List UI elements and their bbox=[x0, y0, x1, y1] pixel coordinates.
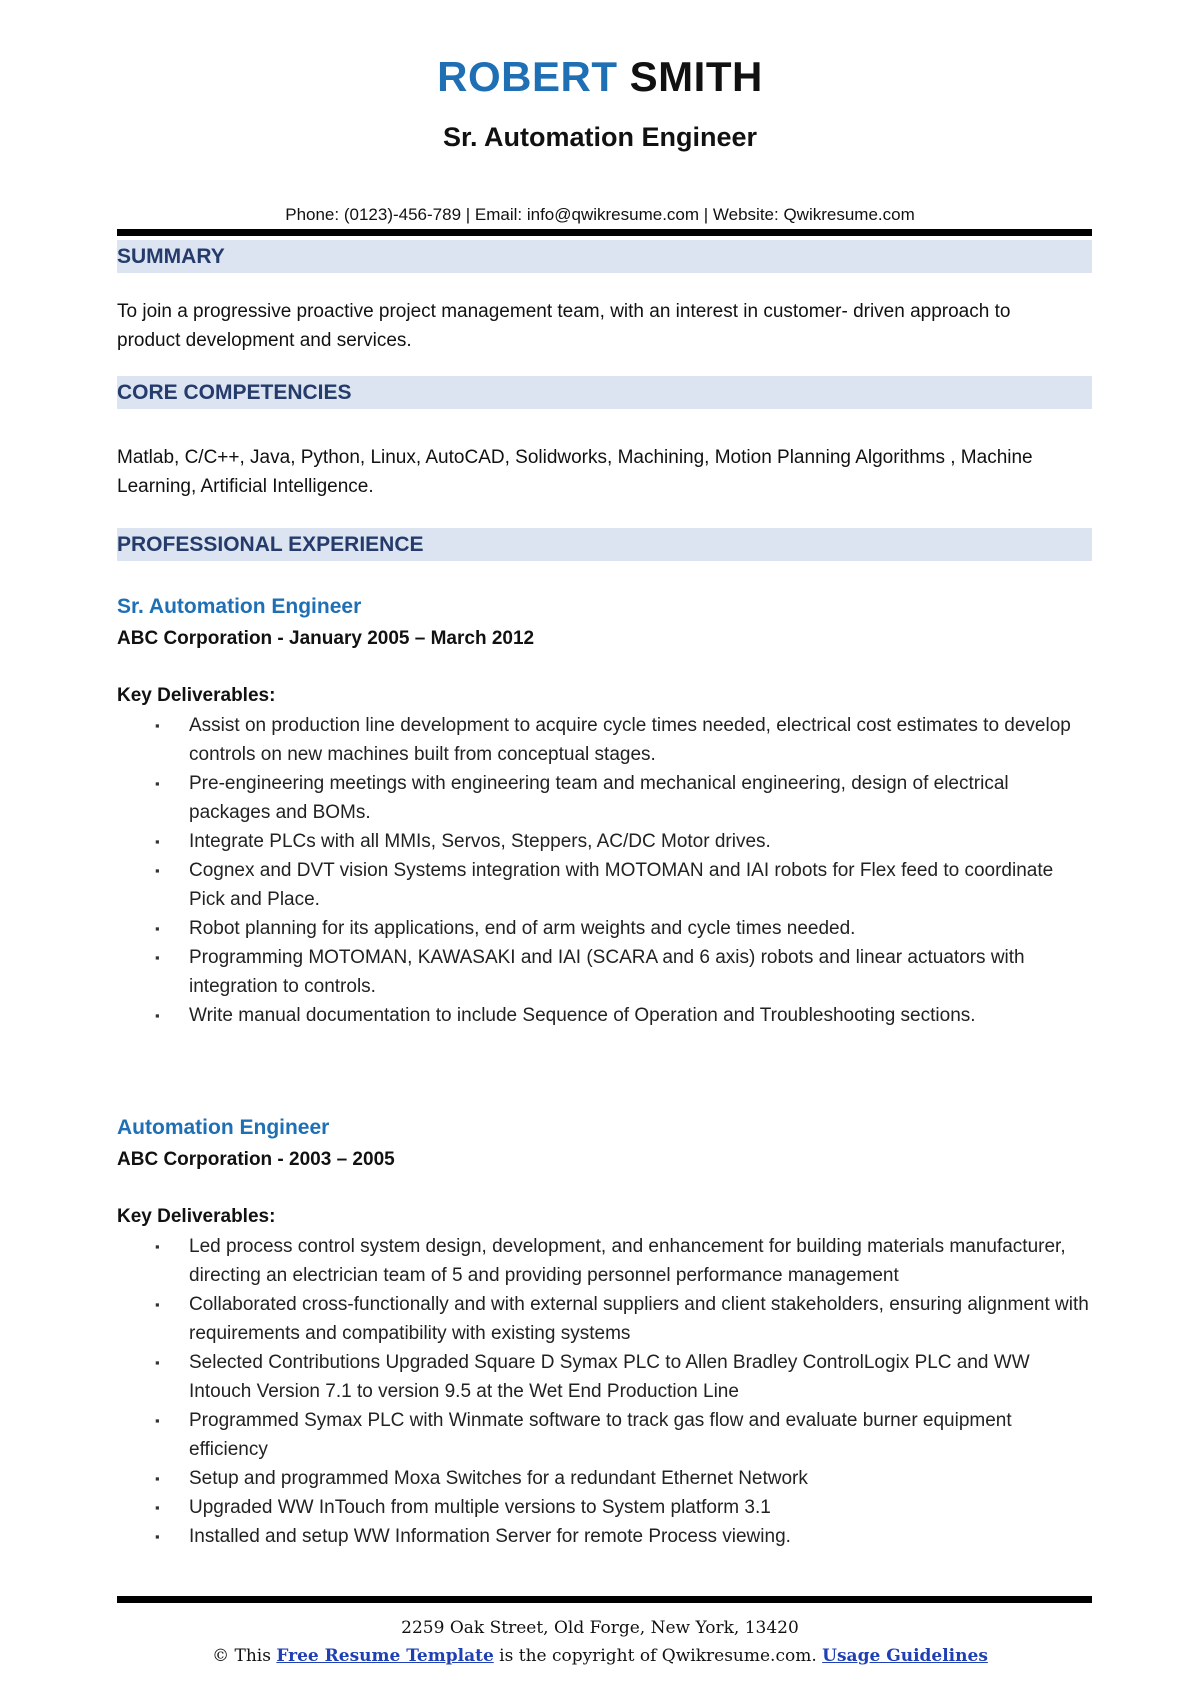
free-resume-template-link[interactable]: Free Resume Template bbox=[276, 1646, 494, 1666]
copyright-middle: is the copyright of Qwikresume.com. bbox=[499, 1646, 817, 1666]
list-item: ▪ Installed and setup WW Information Server for remote Process viewing. bbox=[117, 1522, 1092, 1551]
contact-line: Phone: (0123)-456-789 | Email: info@qwikresume.com | Website: Qwikresume.com bbox=[285, 205, 915, 224]
list-item: ▪ Write manual documentation to include Sequence of Operation and Troubleshooting sections. bbox=[117, 1001, 1092, 1030]
header-divider bbox=[117, 229, 1092, 236]
list-item: ▪ Integrate PLCs with all MMIs, Servos, Steppers, AC/DC Motor drives. bbox=[117, 827, 1092, 856]
experience-heading: PROFESSIONAL EXPERIENCE bbox=[117, 533, 424, 556]
job-1-deliverables-label: Key Deliverables: bbox=[117, 685, 276, 706]
competencies-section-header bbox=[117, 376, 1092, 409]
copyright-prefix: © This bbox=[212, 1646, 271, 1666]
job-1-company: ABC Corporation - January 2005 – March 2012 bbox=[117, 628, 535, 649]
footer-divider bbox=[117, 1596, 1092, 1603]
summary-section-header bbox=[117, 240, 1092, 273]
job-2-company: ABC Corporation - 2003 – 2005 bbox=[117, 1149, 395, 1170]
list-item: ▪ Selected Contributions Upgraded Square D Symax PLC to Allen Bradley ControlLogix PLC and WW Intouch Version 7.1 to version 9.5 at the Wet End Production Line bbox=[117, 1348, 1092, 1406]
first-name: ROBERT bbox=[437, 53, 618, 100]
competencies-text: Matlab, C/C++, Java, Python, Linux, AutoCAD, Solidworks, Machining, Motion Planning Algorithms , Machine Learning, Artificial Intelligence. bbox=[117, 447, 1033, 497]
list-item: ▪ Programmed Symax PLC with Winmate software to track gas flow and evaluate burner equipment efficiency bbox=[117, 1406, 1092, 1464]
list-item: ▪ Programming MOTOMAN, KAWASAKI and IAI (SCARA and 6 axis) robots and linear actuators with integration to controls. bbox=[117, 943, 1092, 1001]
summary-heading: SUMMARY bbox=[117, 245, 225, 268]
list-item: ▪ Pre-engineering meetings with engineering team and mechanical engineering, design of electrical packages and BOMs. bbox=[117, 769, 1092, 827]
list-item: ▪ Collaborated cross-functionally and with external suppliers and client stakeholders, ensuring alignment with requirements and compatibility with existing systems bbox=[117, 1290, 1092, 1348]
list-item: ▪ Upgraded WW InTouch from multiple versions to System platform 3.1 bbox=[117, 1493, 1092, 1522]
list-item: ▪ Cognex and DVT vision Systems integration with MOTOMAN and IAI robots for Flex feed to coordinate Pick and Place. bbox=[117, 856, 1092, 914]
experience-section-header bbox=[117, 528, 1092, 561]
job-2-deliverables-label: Key Deliverables: bbox=[117, 1206, 276, 1227]
list-item: ▪ Assist on production line development to acquire cycle times needed, electrical cost estimates to develop controls on new machines built from conceptual stages. bbox=[117, 711, 1092, 769]
candidate-name bbox=[0, 52, 1200, 102]
job-1-deliverables-list bbox=[117, 711, 1092, 1030]
job-1-title: Sr. Automation Engineer bbox=[117, 595, 362, 618]
footer-address: 2259 Oak Street, Old Forge, New York, 13420 bbox=[401, 1618, 799, 1638]
list-item: ▪ Led process control system design, development, and enhancement for building materials manufacturer, directing an electrician team of 5 and providing personnel performance management bbox=[117, 1232, 1092, 1290]
job-2-title: Automation Engineer bbox=[117, 1116, 330, 1139]
summary-text: To join a progressive proactive project management team, with an interest in customer- driven approach to product development and services. bbox=[117, 301, 1011, 351]
competencies-heading: CORE COMPETENCIES bbox=[117, 381, 352, 404]
list-item: ▪ Setup and programmed Moxa Switches for a redundant Ethernet Network bbox=[117, 1464, 1092, 1493]
footer-copyright bbox=[0, 1645, 1200, 1667]
job-2-deliverables-list bbox=[117, 1232, 1092, 1551]
usage-guidelines-link[interactable]: Usage Guidelines bbox=[822, 1646, 988, 1666]
last-name: SMITH bbox=[629, 53, 763, 100]
list-item: ▪ Robot planning for its applications, end of arm weights and cycle times needed. bbox=[117, 914, 1092, 943]
job-title: Sr. Automation Engineer bbox=[442, 122, 758, 152]
